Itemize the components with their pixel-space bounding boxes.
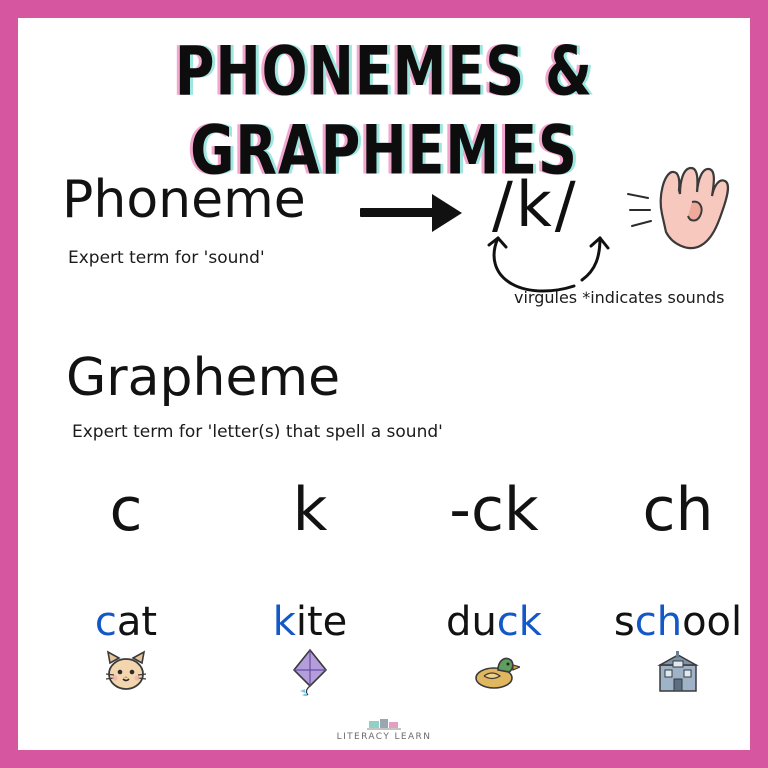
example-word-highlight: ck <box>496 599 542 645</box>
footer <box>18 717 750 742</box>
phoneme-sound: /k/ <box>492 168 579 241</box>
example-word-duck <box>402 599 586 645</box>
curved-arrow-icon <box>470 230 670 330</box>
example-word-suffix: ool <box>682 599 743 645</box>
kite-icon <box>218 648 402 696</box>
example-word-highlight: k <box>272 599 296 645</box>
example-word-prefix: s <box>613 599 635 645</box>
duck-icon <box>402 648 586 696</box>
page-title: PHONEMES & GRAPHEMES <box>174 32 594 190</box>
grapheme-section <box>66 348 750 442</box>
grapheme-columns <box>34 475 750 696</box>
grapheme-column-ck <box>402 475 586 696</box>
school-building-icon <box>586 648 750 696</box>
grapheme-column-c <box>34 475 218 696</box>
grapheme-letter: -ck <box>449 475 539 545</box>
phoneme-definition: Expert term for 'sound' <box>68 248 265 268</box>
right-arrow-icon <box>360 192 470 232</box>
grapheme-letter: c <box>109 475 143 545</box>
grapheme-letter: ch <box>642 475 714 545</box>
footer-logo <box>337 717 432 742</box>
example-word-suffix: at <box>116 599 158 645</box>
grapheme-column-k <box>218 475 402 696</box>
poster-inner <box>18 18 750 750</box>
grapheme-letter: k <box>292 475 328 545</box>
example-word-highlight: ch <box>634 599 683 645</box>
example-word-prefix: du <box>446 599 497 645</box>
grapheme-term: Grapheme <box>66 348 341 408</box>
example-word-suffix: ite <box>295 599 348 645</box>
example-word-cat <box>34 599 218 645</box>
example-word-kite <box>218 599 402 645</box>
phoneme-term: Phoneme <box>62 170 306 230</box>
phoneme-section <box>62 170 742 320</box>
page-title-wrap <box>18 32 750 190</box>
grapheme-definition: Expert term for 'letter(s) that spell a sound' <box>72 422 443 442</box>
footer-brand: LITERACY LEARN <box>336 732 432 742</box>
book-logo-icon <box>367 717 401 731</box>
cat-face-icon <box>34 648 218 696</box>
grapheme-column-ch <box>586 475 750 696</box>
example-word-school <box>586 599 750 645</box>
virgule-note: virgules *indicates sounds <box>514 288 725 307</box>
example-word-highlight: c <box>94 599 117 645</box>
